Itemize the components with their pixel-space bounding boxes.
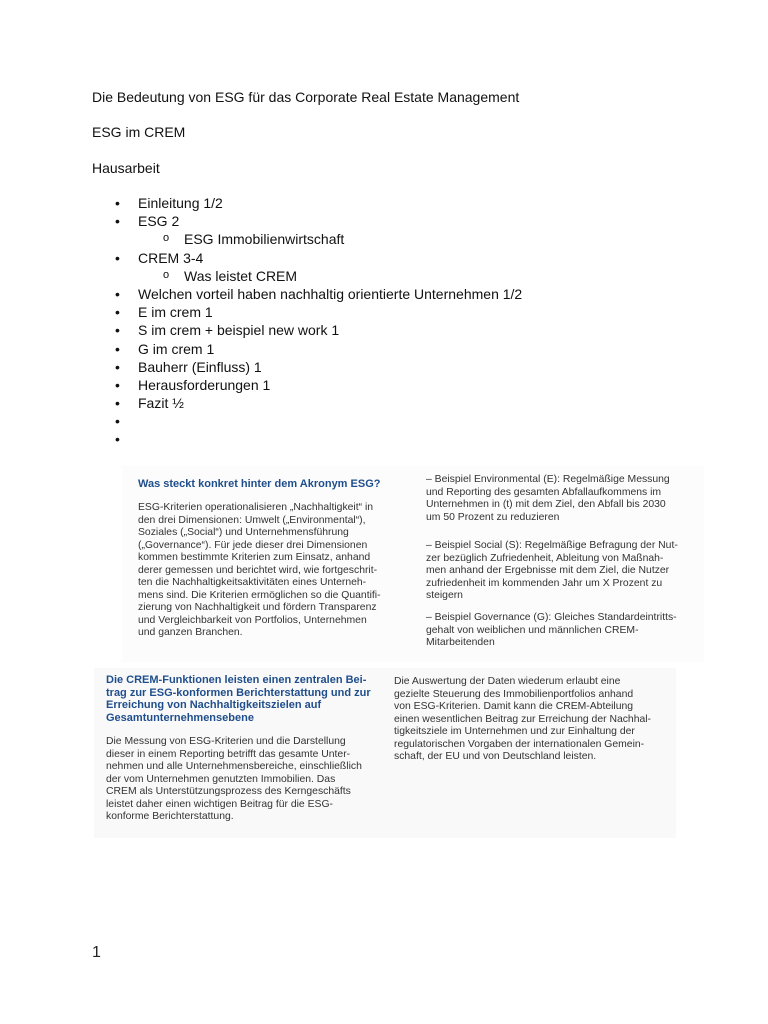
figure1-text-line: und ganzen Branchen. <box>138 627 243 638</box>
document-subtitle: ESG im CREM <box>92 124 186 140</box>
outline-item: • Einleitung 1/2 <box>114 194 522 212</box>
figure2-heading-line: Gesamtunternehmensebene <box>106 711 254 724</box>
figure1-text-line: („Governance“). Für jede dieser drei Dimensionen <box>138 539 368 551</box>
outline-subitem: o ESG Immobilienwirtschaft <box>114 230 522 248</box>
figure1-text-line: und Vergleichbarkeit von Portfolios, Unternehmen <box>138 614 367 626</box>
figure2-text-line: schaft, der EU und von Deutschland leisten. <box>394 751 597 762</box>
figure2-text-line: Die Auswertung der Daten wiederum erlaubt eine <box>394 676 621 687</box>
figure2-text-line: leistet daher einen wichtigen Beitrag für die ESG- <box>106 798 333 810</box>
figure1-heading: Was steckt konkret hinter dem Akronym ESG? <box>138 478 381 490</box>
figure1-text-line: derer gemessen und berichtet wird, wie fortgeschrit- <box>138 564 378 576</box>
figure1-text-line: den drei Dimensionen: Umwelt („Environmental“), <box>138 514 366 526</box>
figure2-text-line: dieser in einem Reporting betrifft das gesamte Unter- <box>106 748 351 760</box>
outline-item: • G im crem 1 <box>114 340 522 358</box>
figure2-heading-line: Die CREM-Funktionen leisten einen zentralen Bei- <box>106 674 367 686</box>
figure1-example-line: zer bezüglich Zufriedenheit, Ableitung von Maßnah- <box>426 552 664 564</box>
figure1-example-line: und Reporting des gesamten Abfallaufkommens im <box>426 486 662 498</box>
figure2-text-line: regulatorischen Vorgaben der internationalen Gemein- <box>394 738 645 750</box>
figure2-heading-line: Erreichung von Nachhaltigkeitszielen auf <box>106 699 322 711</box>
figure1-text-line: zierung von Nachhaltigkeit und fördern Transparenz <box>138 602 377 613</box>
outline-item <box>114 430 522 448</box>
figure2-text-line: der vom Unternehmen genutzten Immobilien. Das <box>106 773 336 785</box>
figure1-example-line: um 50 Prozent zu reduzieren <box>426 511 560 523</box>
outline-item: • Bauherr (Einfluss) 1 <box>114 358 522 376</box>
figure1-example-line: zufriedenheit im kommenden Jahr um X Prozent zu <box>426 577 663 589</box>
figure1-text-line: mens sind. Die Kriterien ermöglichen so die Quantifi- <box>138 589 381 601</box>
outline-item: • S im crem + beispiel new work 1 <box>114 321 522 339</box>
figure1-example-line: men anhand der Ergebnisse mit dem Ziel, die Nutzer <box>426 565 670 576</box>
figure1-text-line: Soziales („Social“) und Unternehmensführung <box>138 527 349 538</box>
figure1-example-line: Unternehmen in (t) mit dem Ziel, den Abfall bis 2030 <box>426 499 666 510</box>
document-title: Die Bedeutung von ESG für das Corporate Real Estate Management <box>92 89 520 105</box>
figure1-example-line: steigern <box>426 590 463 601</box>
outline-list <box>114 194 522 449</box>
figure1-example-line: – Beispiel Governance (G): Gleiches Standardeintritts- <box>426 612 677 623</box>
outline-item: • Fazit ½ <box>114 394 522 412</box>
figure2-text-line: konforme Berichterstattung. <box>106 811 234 822</box>
figure2-heading-line: trag zur ESG-konformen Berichterstattung und zur <box>106 686 371 699</box>
figure2-text-line: tigkeitsziele im Unternehmen und zur Einhaltung der <box>394 726 635 737</box>
figure-esg-acronym <box>122 466 704 662</box>
outline-item: • E im crem 1 <box>114 303 522 321</box>
outline-item: • CREM 3-4 <box>114 249 522 267</box>
outline-item <box>114 412 522 430</box>
figure2-text-line: Die Messung von ESG-Kriterien und die Darstellung <box>106 736 346 747</box>
figure1-text-line: ten die Nachhaltigkeitsaktivitäten eines Unterneh- <box>138 577 367 588</box>
figure1-text-line: kommen bestimmte Kriterien zum Einsatz, anhand <box>138 552 371 563</box>
figure-crem-functions <box>94 668 676 838</box>
outline-item: • ESG 2 <box>114 212 522 230</box>
outline-subitem: o Was leistet CREM <box>114 267 522 285</box>
figure1-example-line: Mitarbeitenden <box>426 637 495 648</box>
figure1-example-line: gehalt von weiblichen und männlichen CREM- <box>426 624 639 636</box>
figure2-text-line: nehmen und alle Unternehmensbereiche, einschließlich <box>106 761 362 772</box>
figure2-text-line: CREM als Unterstützungsprozess des Kerngeschäfts <box>106 786 351 797</box>
document-type: Hausarbeit <box>92 160 160 176</box>
figure1-example-line: – Beispiel Social (S): Regelmäßige Befragung der Nut- <box>426 540 678 551</box>
figure2-text-line: gezielte Steuerung des Immobilienportfolios anhand <box>394 688 634 700</box>
figure2-text-line: von ESG-Kriterien. Damit kann die CREM-Abteilung <box>394 701 634 712</box>
figure2-text-line: einen wesentlichen Beitrag zur Erreichung der Nachhal- <box>394 713 652 725</box>
outline-item: • Welchen vorteil haben nachhaltig orientierte Unternehmen 1/2 <box>114 285 522 303</box>
page-number: 1 <box>92 944 101 961</box>
figure1-text-line: ESG-Kriterien operationalisieren „Nachhaltigkeit“ in <box>138 502 374 513</box>
outline-item: • Herausforderungen 1 <box>114 376 522 394</box>
figure1-example-line: – Beispiel Environmental (E): Regelmäßige Messung <box>426 474 670 485</box>
